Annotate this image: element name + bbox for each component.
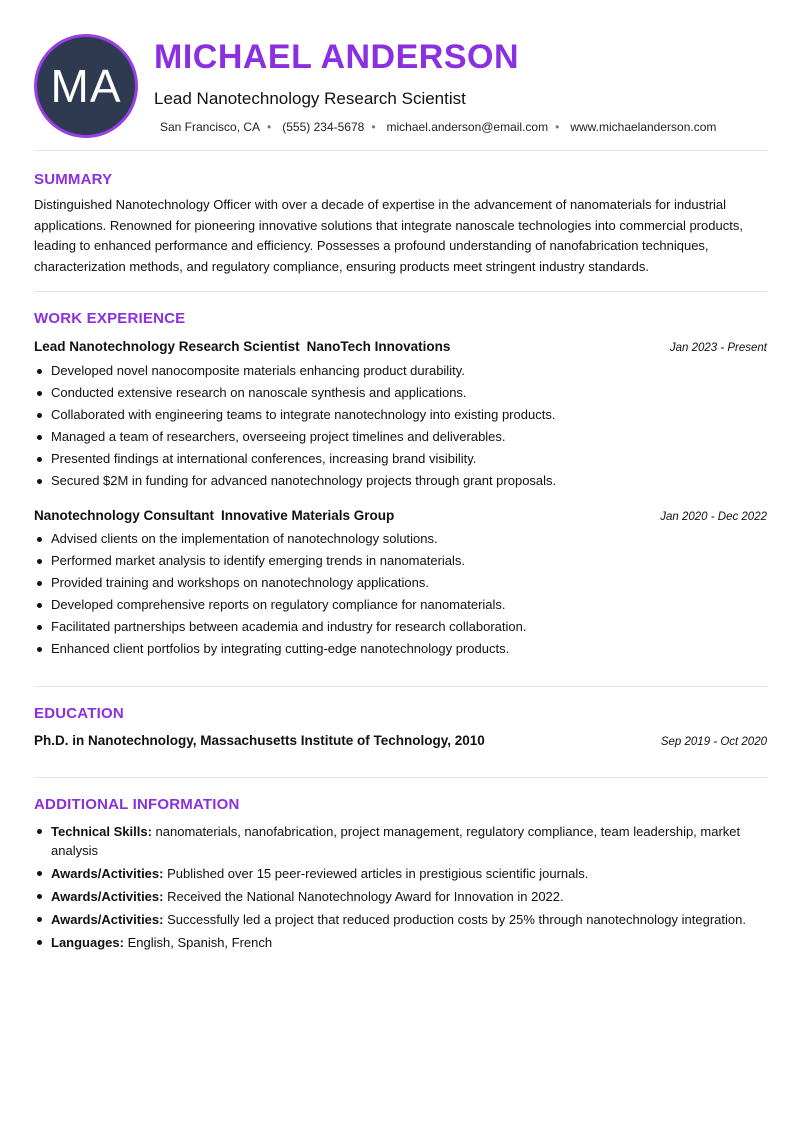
info-label: Awards/Activities: [51,912,164,927]
job-title: Lead Nanotechnology Research Scientist [154,89,466,108]
education-degree: Ph.D. in Nanotechnology, Massachusetts Institute of Technology, 2010 [34,733,485,748]
info-text: Received the National Nanotechnology Award for Innovation in 2022. [167,889,564,904]
list-item: Developed novel nanocomposite materials enhancing product durability. [34,360,767,382]
job-dates: Jan 2020 - Dec 2022 [660,511,767,523]
avatar [34,34,138,138]
education-entry [34,733,767,748]
info-text: English, Spanish, French [127,935,273,950]
info-text: Published over 15 peer-reviewed articles in prestigious scientific journals. [167,866,589,881]
summary-text: Distinguished Nanotechnology Officer with over a decade of expertise in the advancement of nanomaterials for industrial applications. Renowned for pioneering innovative solutions that integrate nanoscale technologies into commercial products, leading to enhanced performance and efficiency. Possesses a profound understanding of nanofabrication techniques, characterization methods, and regulatory compliance, ensuring products meet stringent industry standards. [34,197,743,274]
job-role: Lead Nanotechnology Research Scientist [34,339,300,354]
list-item: Presented findings at international conferences, increasing brand visibility. [34,448,767,470]
contact-website[interactable]: www.michaelanderson.com [570,120,717,134]
info-label: Awards/Activities: [51,866,164,881]
job-company: NanoTech Innovations [306,339,451,354]
list-item: Collaborated with engineering teams to integrate nanotechnology into existing products. [34,404,767,426]
job-bullets [34,528,767,660]
education-dates: Sep 2019 - Oct 2020 [660,736,767,748]
work-experience-heading: WORK EXPERIENCE [34,310,186,327]
list-item [34,864,767,883]
job-header [34,338,767,356]
list-item: Provided training and workshops on nanotechnology applications. [34,572,767,594]
job-dates: Jan 2023 - Present [669,342,767,354]
info-text: nanomaterials, nanofabrication, project management, regulatory compliance, team leadership, market analysis [51,824,741,858]
job-bullets [34,360,767,492]
job-header [34,507,767,525]
job-company: Innovative Materials Group [221,508,395,523]
separator-dot-icon: • [371,120,376,134]
list-item: Advised clients on the implementation of nanotechnology solutions. [34,528,767,550]
list-item [34,887,767,906]
job-role: Nanotechnology Consultant [34,508,214,523]
contact-bar [160,120,716,134]
divider [34,150,767,151]
contact-email[interactable]: michael.anderson@email.com [386,120,549,134]
info-label: Languages: [51,935,124,950]
info-label: Technical Skills: [51,824,152,839]
list-item: Facilitated partnerships between academia and industry for research collaboration. [34,616,767,638]
divider [34,291,767,292]
contact-phone: (555) 234-5678 [282,120,365,134]
list-item: Developed comprehensive reports on regulatory compliance for nanomaterials. [34,594,767,616]
avatar-initials: MA [50,60,122,112]
list-item [34,933,767,952]
separator-dot-icon: • [267,120,272,134]
list-item: Performed market analysis to identify emerging trends in nanomaterials. [34,550,767,572]
info-text: Successfully led a project that reduced production costs by 25% through nanotechnology integration. [167,912,746,927]
list-item: Conducted extensive research on nanoscale synthesis and applications. [34,382,767,404]
additional-info-list [34,822,767,956]
separator-dot-icon: • [555,120,560,134]
summary-heading: SUMMARY [34,171,113,188]
education-heading: EDUCATION [34,705,124,722]
contact-location: San Francisco, CA [160,120,261,134]
divider [34,777,767,778]
info-label: Awards/Activities: [51,889,164,904]
list-item: Enhanced client portfolios by integrating cutting-edge nanotechnology products. [34,638,767,660]
additional-info-heading: ADDITIONAL INFORMATION [34,796,240,813]
list-item: Secured $2M in funding for advanced nanotechnology projects through grant proposals. [34,470,767,492]
list-item [34,910,767,929]
list-item: Managed a team of researchers, overseeing project timelines and deliverables. [34,426,767,448]
candidate-name: MICHAEL ANDERSON [154,38,520,76]
divider [34,686,767,687]
list-item [34,822,767,860]
